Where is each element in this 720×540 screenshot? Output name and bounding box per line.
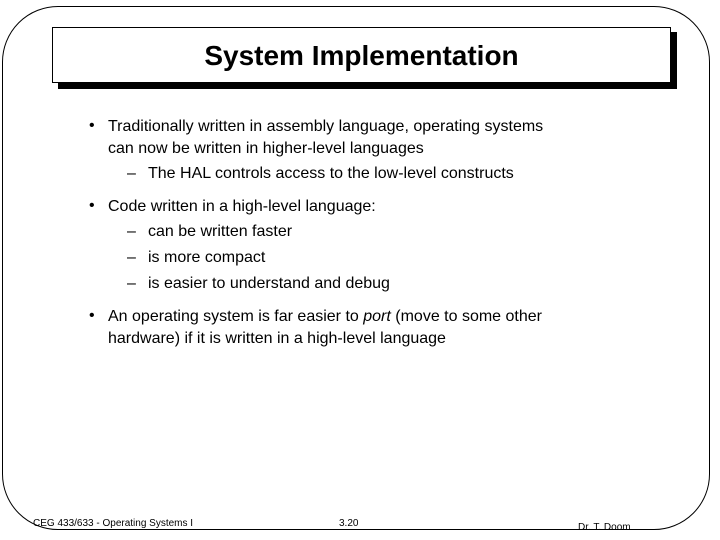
slide-title: System Implementation [204,40,519,71]
dash-marker: – [127,165,136,182]
bullet-1-line-1: Traditionally written in assembly language, operating systems [108,118,544,135]
bullet-3-line-1: An operating system is far easier to port (move to some other [108,308,542,325]
bullet-2-subitem-3: is easier to understand and debug [148,275,390,292]
bullet-1-subitem-1: The HAL controls access to the low-level constructs [148,165,514,182]
emphasis-port: port [363,308,391,325]
bullet-2-subitem-1: can be written faster [148,223,293,240]
dash-marker: – [127,223,136,240]
bullet-2-line-1: Code written in a high-level language: [108,198,376,215]
bullet-marker: • [89,117,95,134]
bullet-2-subitem-2: is more compact [148,249,266,266]
bullet-marker: • [89,307,95,324]
footer-course: CEG 433/633 - Operating Systems I [33,518,194,529]
bullet-marker: • [89,197,95,214]
dash-marker: – [127,275,136,292]
footer-page-number: 3.20 [339,518,359,529]
bullet-3-line-2: hardware) if it is written in a high-level language [108,330,446,347]
footer-author: Dr. T. Doom [578,522,631,533]
title-box [52,27,671,83]
bullet-1-line-2: can now be written in higher-level languages [108,140,424,157]
dash-marker: – [127,249,136,266]
